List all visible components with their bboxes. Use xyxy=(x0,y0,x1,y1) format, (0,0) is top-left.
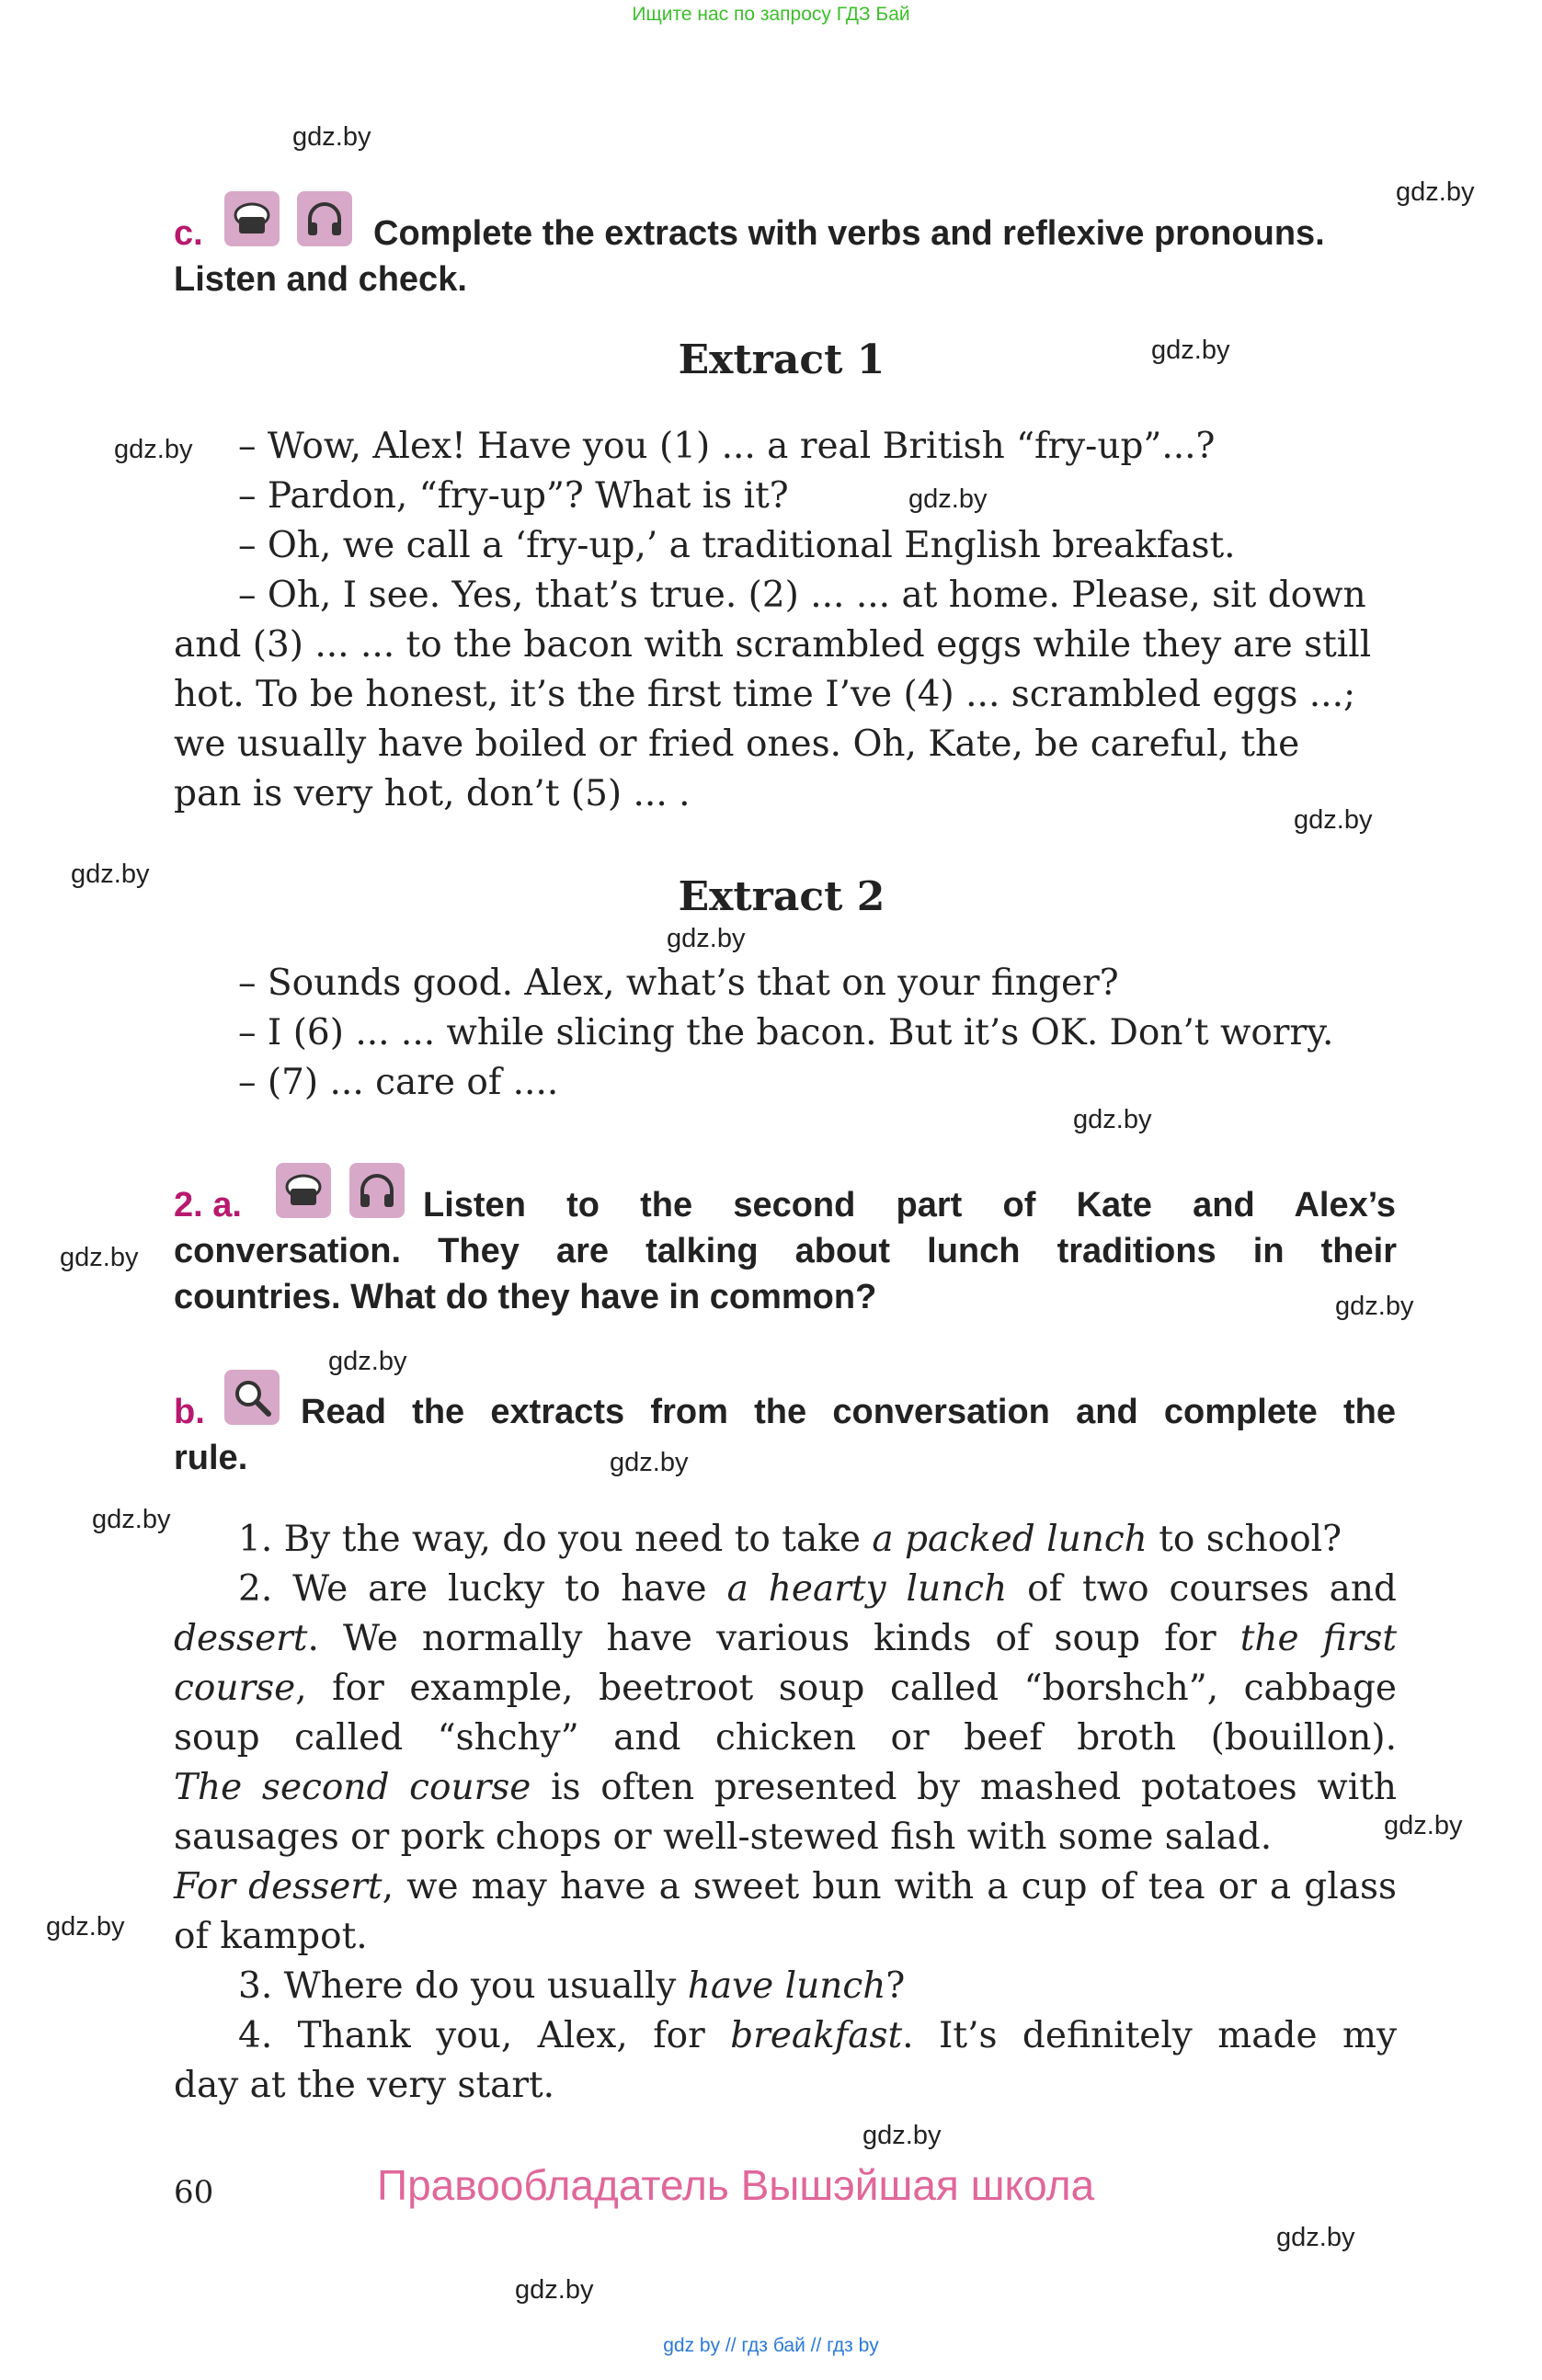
task-instruction: Listen and check. xyxy=(174,260,467,299)
watermark: gdz.by xyxy=(1276,2223,1355,2252)
task-label: c. xyxy=(174,214,203,253)
dialogue-line: we usually have boiled or fried ones. Oh, Kate, be careful, the xyxy=(174,723,1300,765)
reading-line: 4. Thank you, Alex, for breakfast. It’s definitely made my xyxy=(238,2015,1397,2056)
reading-line: soup called “shchy” and chicken or beef broth (bouillon). xyxy=(174,1717,1397,1759)
watermark: gdz.by xyxy=(292,122,371,152)
reading-line: sausages or pork chops or well-stewed fish with some salad. xyxy=(174,1816,1273,1858)
publisher-note: Правообладатель Вышэйшая школа xyxy=(377,2161,1095,2209)
reading-line: 3. Where do you usually have lunch? xyxy=(238,1965,906,2007)
magnifier-icon xyxy=(224,1370,280,1425)
watermark: gdz.by xyxy=(46,1912,125,1942)
watermark: gdz.by xyxy=(1073,1105,1152,1134)
reading-line: day at the very start. xyxy=(174,2065,555,2106)
reading-line: 1. By the way, do you need to take a packed lunch to school? xyxy=(238,1519,1342,1560)
reading-line: course, for example, beetroot soup called “borshch”, cabbage xyxy=(174,1668,1397,1709)
dialogue-line: pan is very hot, don’t (5) ... . xyxy=(174,773,691,814)
watermark: gdz.by xyxy=(1294,805,1373,835)
headphones-icon xyxy=(297,191,352,246)
reading-line: 2. We are lucky to have a hearty lunch of two courses and xyxy=(238,1568,1397,1610)
watermark: gdz.by xyxy=(60,1243,139,1272)
dialogue-line: – I (6) ... ... while slicing the bacon. But it’s OK. Don’t worry. xyxy=(238,1012,1334,1053)
watermark: gdz.by xyxy=(92,1505,171,1534)
reading-line: dessert. We normally have various kinds of soup for the first xyxy=(174,1618,1398,1659)
task-label: 2. a. xyxy=(174,1186,242,1224)
dialogue-line: hot. To be honest, it’s the first time I’ve (4) ... scrambled eggs ...; xyxy=(174,674,1356,715)
watermark: gdz.by xyxy=(114,435,193,464)
dialogue-line: – Oh, I see. Yes, that’s true. (2) ... ... at home. Please, sit down xyxy=(238,575,1366,616)
reading-line: of kampot. xyxy=(174,1916,368,1957)
task-label: b. xyxy=(174,1393,205,1431)
watermark: gdz.by xyxy=(515,2275,594,2305)
task-instruction: Read the extracts from the conversation and complete the xyxy=(301,1393,1396,1431)
task-instruction: conversation. They are talking about lunch traditions in their xyxy=(174,1232,1397,1270)
task-instruction: rule. xyxy=(174,1439,248,1477)
cd-icon xyxy=(224,191,280,246)
dialogue-line: – Sounds good. Alex, what’s that on your finger? xyxy=(238,962,1119,1004)
page-number: 60 xyxy=(174,2174,214,2211)
task-instruction: Complete the extracts with verbs and reflexive pronouns. xyxy=(373,214,1325,253)
watermark: gdz.by xyxy=(667,924,746,953)
dialogue-line: – (7) ... care of .... xyxy=(238,1062,559,1103)
headphones-icon xyxy=(349,1163,405,1218)
watermark: gdz.by xyxy=(1151,336,1230,365)
watermark: gdz.by xyxy=(1335,1292,1414,1321)
watermark: gdz.by xyxy=(610,1448,689,1477)
extract-heading: Extract 2 xyxy=(678,873,885,920)
watermark: gdz.by xyxy=(328,1347,407,1376)
watermark: gdz.by xyxy=(862,2121,942,2150)
watermark: gdz.by xyxy=(908,484,988,514)
dialogue-line: – Wow, Alex! Have you (1) ... a real British “fry-up”...? xyxy=(238,426,1216,467)
dialogue-line: – Pardon, “fry-up”? What is it? xyxy=(238,475,789,517)
dialogue-line: and (3) ... ... to the bacon with scrambled eggs while they are still xyxy=(174,624,1372,666)
watermark: gdz.by xyxy=(71,860,150,889)
bottom-banner[interactable]: gdz by // гдз бай // гдз by xyxy=(663,2335,879,2356)
dialogue-line: – Oh, we call a ‘fry-up,’ a traditional English breakfast. xyxy=(238,525,1236,566)
task-instruction: Listen to the second part of Kate and Alex’s xyxy=(423,1186,1396,1224)
top-banner[interactable]: Ищите нас по запросу ГДЗ Бай xyxy=(632,4,910,25)
extract-heading: Extract 1 xyxy=(678,336,885,383)
watermark: gdz.by xyxy=(1396,177,1475,207)
watermark: gdz.by xyxy=(1384,1811,1463,1840)
reading-line: The second course is often presented by mashed potatoes with xyxy=(174,1767,1397,1808)
task-instruction: countries. What do they have in common? xyxy=(174,1278,877,1316)
reading-line: For dessert, we may have a sweet bun with a cup of tea or a glass xyxy=(174,1866,1397,1907)
cd-icon xyxy=(276,1163,331,1218)
